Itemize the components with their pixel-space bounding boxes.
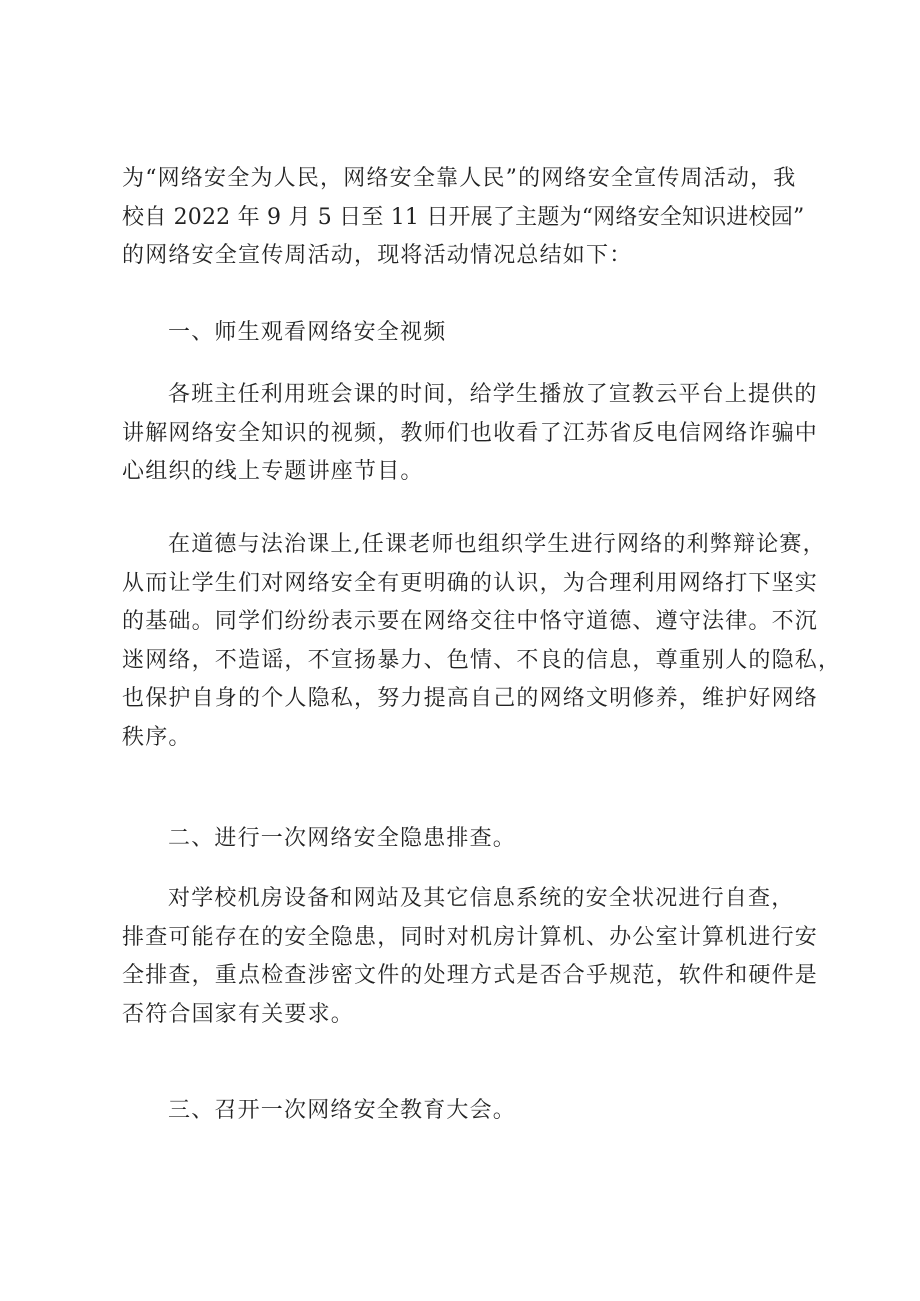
text-line: 心组织的线上专题讲座节目。 [122,459,424,484]
video-paragraph [122,376,822,492]
text-line: 的网络安全宣传周活动，现将活动情况总结如下： [122,243,633,268]
heading-line: 二、进行一次网络安全隐患排查。 [168,826,517,851]
section-heading-2 [122,820,822,859]
inspection-paragraph [122,880,822,1034]
text-line: 全排查，重点检查涉密文件的处理方式是否合乎规范，软件和硬件是 [122,963,819,988]
text-line: 迷网络，不造谣，不宣扬暴力、色情、不良的信息，尊重别人的隐私， [122,647,842,673]
text-line: 对学校机房设备和网站及其它信息系统的安全状况进行自查， [168,886,795,911]
text-line: 秩序。 [122,724,192,750]
debate-paragraph [122,526,842,757]
text-line: 也保护自身的个人隐私，努力提高自己的网络文明修养，维护好网络 [122,686,819,711]
intro-paragraph [122,160,822,276]
section-heading-3 [122,1092,822,1131]
text-line: 校自 2022 年 9 月 5 日至 11 日开展了主题为“网络安全知识进校园” [122,204,805,230]
text-line: 从而让学生们对网络安全有更明确的认识，为合理利用网络打下坚实 [122,570,819,596]
text-line: 为“网络安全为人民，网络安全靠人民”的网络安全宣传周活动，我 [122,166,797,191]
heading-line: 一、师生观看网络安全视频 [168,320,447,345]
text-line: 的基础。同学们纷纷表示要在网络交往中恪守道德、遵守法律。不沉 [122,609,819,634]
text-line: 排查可能存在的安全隐患，同时对机房计算机、办公室计算机进行安 [122,924,819,950]
heading-line: 三、召开一次网络安全教育大会。 [168,1098,517,1123]
text-line: 讲解网络安全知识的视频，教师们也收看了江苏省反电信网络诈骗中 [122,420,819,446]
text-line: 在道德与法治课上,任课老师也组织学生进行网络的利弊辩论赛， [168,532,826,557]
text-line: 各班主任利用班会课的时间，给学生播放了宣教云平台上提供的 [168,382,818,407]
section-heading-1 [122,314,822,353]
text-line: 否符合国家有关要求。 [122,1001,355,1027]
